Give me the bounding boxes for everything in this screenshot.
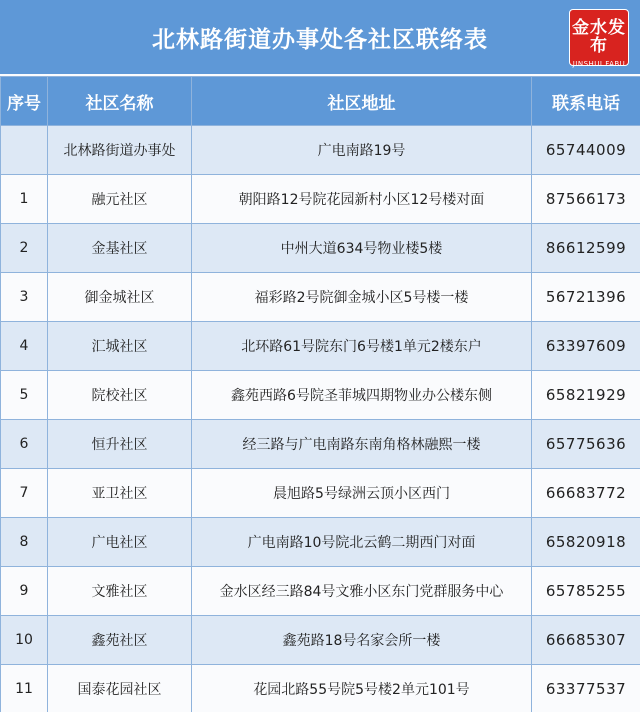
- cell-address: 鑫苑西路6号院圣菲城四期物业办公楼东侧: [192, 371, 532, 420]
- table-row: [1, 371, 640, 420]
- table-row: [1, 518, 640, 567]
- table-row: [1, 616, 640, 665]
- title-bar: [0, 0, 640, 74]
- table-row: [1, 224, 640, 273]
- table-row: [1, 322, 640, 371]
- table-row: [1, 126, 640, 175]
- cell-index: [1, 126, 48, 175]
- cell-address: 晨旭路5号绿洲云顶小区西门: [192, 469, 532, 518]
- cell-address: 金水区经三路84号文雅小区东门党群服务中心: [192, 567, 532, 616]
- cell-address: 花园北路55号院5号楼2单元101号: [192, 665, 532, 712]
- cell-community-name: 国泰花园社区: [48, 665, 192, 712]
- cell-index: 9: [1, 567, 48, 616]
- cell-community-name: 恒升社区: [48, 420, 192, 469]
- cell-phone: 65785255: [532, 567, 640, 616]
- logo-sub-text: JINSHUI FABU: [570, 60, 628, 69]
- community-contact-table: [0, 76, 640, 712]
- cell-address: 朝阳路12号院花园新村小区12号楼对面: [192, 175, 532, 224]
- cell-index: 6: [1, 420, 48, 469]
- page-title: 北林路街道办事处各社区联络表: [0, 21, 640, 54]
- cell-address: 经三路与广电南路东南角格林融熙一楼: [192, 420, 532, 469]
- cell-phone: 65820918: [532, 518, 640, 567]
- cell-phone: 86612599: [532, 224, 640, 273]
- cell-address: 福彩路2号院御金城小区5号楼一楼: [192, 273, 532, 322]
- cell-address: 广电南路19号: [192, 126, 532, 175]
- cell-phone: 66685307: [532, 616, 640, 665]
- logo-main-text: 金水发布: [570, 19, 628, 55]
- table-row: [1, 273, 640, 322]
- table-row: [1, 175, 640, 224]
- table-row: [1, 665, 640, 712]
- table-body: [1, 126, 640, 712]
- header-community-address: 社区地址: [192, 77, 532, 126]
- cell-phone: 63377537: [532, 665, 640, 712]
- cell-address: 鑫苑路18号名家会所一楼: [192, 616, 532, 665]
- cell-phone: 65744009: [532, 126, 640, 175]
- cell-community-name: 融元社区: [48, 175, 192, 224]
- cell-phone: 56721396: [532, 273, 640, 322]
- header-phone: 联系电话: [532, 77, 640, 126]
- cell-index: 4: [1, 322, 48, 371]
- cell-community-name: 院校社区: [48, 371, 192, 420]
- cell-index: 8: [1, 518, 48, 567]
- cell-community-name: 文雅社区: [48, 567, 192, 616]
- cell-index: 2: [1, 224, 48, 273]
- table-row: [1, 567, 640, 616]
- cell-phone: 87566173: [532, 175, 640, 224]
- cell-index: 11: [1, 665, 48, 712]
- cell-address: 中州大道634号物业楼5楼: [192, 224, 532, 273]
- cell-index: 1: [1, 175, 48, 224]
- cell-phone: 63397609: [532, 322, 640, 371]
- cell-address: 北环路61号院东门6号楼1单元2楼东户: [192, 322, 532, 371]
- header-index: 序号: [1, 77, 48, 126]
- cell-phone: 65821929: [532, 371, 640, 420]
- cell-index: 3: [1, 273, 48, 322]
- cell-community-name: 御金城社区: [48, 273, 192, 322]
- cell-community-name: 金基社区: [48, 224, 192, 273]
- table-row: [1, 469, 640, 518]
- cell-community-name: 北林路街道办事处: [48, 126, 192, 175]
- cell-community-name: 亚卫社区: [48, 469, 192, 518]
- cell-phone: 66683772: [532, 469, 640, 518]
- table-header-row: [1, 77, 640, 126]
- jinshui-fabu-logo: [569, 9, 629, 66]
- header-community-name: 社区名称: [48, 77, 192, 126]
- cell-community-name: 广电社区: [48, 518, 192, 567]
- cell-phone: 65775636: [532, 420, 640, 469]
- cell-index: 5: [1, 371, 48, 420]
- cell-community-name: 汇城社区: [48, 322, 192, 371]
- cell-community-name: 鑫苑社区: [48, 616, 192, 665]
- cell-index: 7: [1, 469, 48, 518]
- cell-index: 10: [1, 616, 48, 665]
- cell-address: 广电南路10号院北云鹤二期西门对面: [192, 518, 532, 567]
- table-row: [1, 420, 640, 469]
